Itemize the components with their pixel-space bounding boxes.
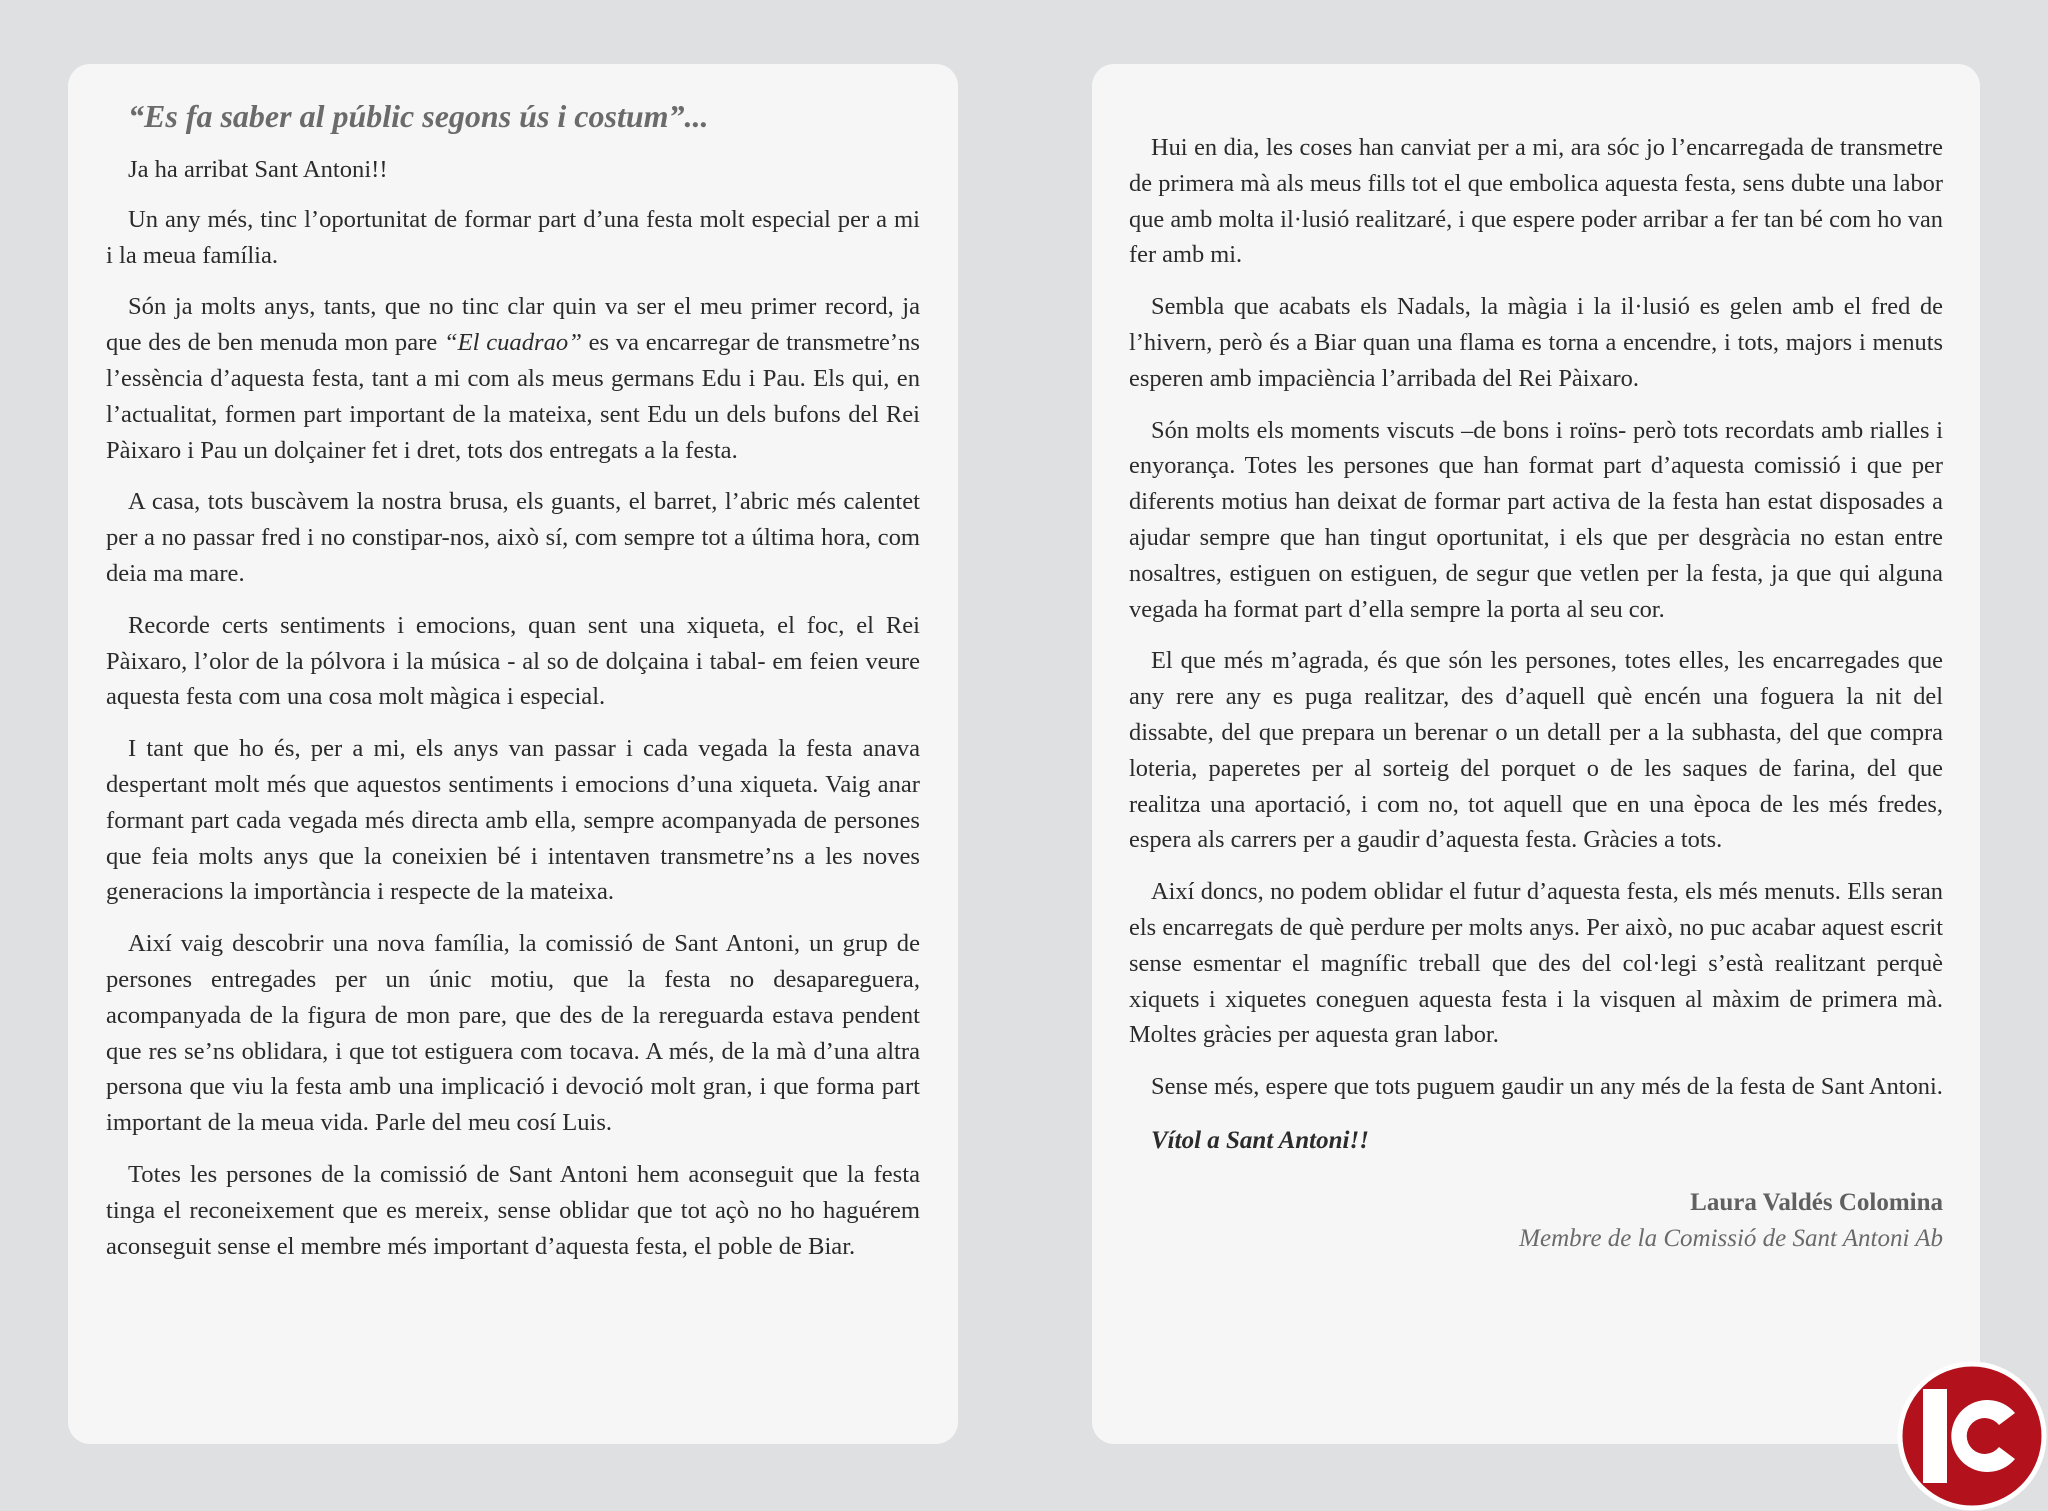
signature-name: Laura Valdés Colomina <box>1690 1188 1943 1216</box>
left-paragraph-2-part-a: Són ja molts anys, tants, que no tinc clar quin va ser el meu primer record, ja que des de ben menuda mon pare <box>106 293 920 357</box>
article-heading: “Es fa saber al públic segons ús i costum”... <box>128 98 709 134</box>
left-page <box>68 64 958 1444</box>
left-paragraph-1: Un any més, tinc l’oportunitat de formar part d’una festa molt especial per a mi i la meua família. <box>106 205 920 269</box>
right-paragraph-1: Hui en dia, les coses han canviat per a mi, ara sóc jo l’encarregada de transmetre de primera mà als meus fills tot el que embolica aquesta festa, sens dubte una labor que amb molta il·lusió realitzaré, i que espere poder arribar a fer tan bé com ho van fer amb mi. <box>1129 134 1943 269</box>
left-paragraph-4: Recorde certs sentiments i emocions, quan sent una xiqueta, el foc, el Rei Pàixaro, l’olor de la pólvora i la música - al so de dolçaina i tabal- em feien veure aquesta festa com una cosa molt màgica i especial. <box>106 611 920 711</box>
signature-block <box>1129 1185 1943 1257</box>
signature-role: Membre de la Comissió de Sant Antoni Ab <box>1519 1224 1943 1252</box>
right-paragraph-3: Són molts els moments viscuts –de bons i roïns- però tots recordats amb rialles i enyorança. Totes les persones que han format part d’aquesta comissió i que per diferents motius han deixat de formar part activa de la festa han estat disposades a ajudar sempre que han tingut oportunitat, i els que per desgràcia no estan entre nosaltres, estiguen on estiguen, de segur que vetlen per la festa, ja que qui alguna vegada ha format part d’ella sempre la porta al seu cor. <box>1129 416 1943 623</box>
left-paragraph-5: I tant que ho és, per a mi, els anys van passar i cada vegada la festa anava despertant molt més que aquestos sentiments i emocions d’una xiqueta. Vaig anar formant part cada vegada més directa amb ella, sempre acompanyada de persones que feia molts anys que la coneixien bé i intentaven transmetre’ns a les noves generacions la importància i respecte de la mateixa. <box>106 735 920 906</box>
right-paragraph-4: El que més m’agrada, és que són les persones, totes elles, les encarregades que any rere any es puga realitzar, des d’aquell què encén una foguera la nit del dissabte, del que prepara un berenar o un detall per a la subhasta, del que compra loteria, paperetes per al sorteig del porquet o de les saques de farina, del que realitza una aportació, i com no, tot aquell que en una època de les més fredes, espera als carrers per a gaudir d’aquesta festa. Gràcies a tots. <box>1129 647 1943 854</box>
greeting-paragraph: Ja ha arribat Sant Antoni!! <box>128 156 388 183</box>
left-paragraph-2 <box>106 289 920 468</box>
nickname-quote: “El cuadrao” <box>443 329 582 357</box>
logo-badge-icon <box>1897 1361 2047 1511</box>
left-paragraph-3: A casa, tots buscàvem la nostra brusa, els guants, el barret, l’abric més calentet per a no passar fred i no constipar-nos, això sí, com sempre tot a última hora, com deia ma mare. <box>106 488 920 587</box>
left-paragraph-2-part-b: es va encarregar de transmetre’ns l’essència d’aquesta festa, tant a mi com als meus germans Edu i Pau. Els qui, en l’actualitat, formen part important de la mateixa, sent Edu un dels bufons del Rei Pàixaro i Pau un dolçainer fet i dret, tots dos entregats a la festa. <box>106 329 920 464</box>
right-page <box>1092 64 1980 1444</box>
right-paragraph-5: Així doncs, no podem oblidar el futur d’aquesta festa, els més menuts. Ells seran els encarregats de què perdure per molts anys. Per això, no puc acabar aquest escrit sense esmentar el magnífic treball que des del col·legi s’està realitzant perquè xiquets i xiquetes coneguen aquesta festa i la visquen al màxim de primera mà. Moltes gràcies per aquesta gran labor. <box>1129 878 1943 1049</box>
right-paragraph-6: Sense més, espere que tots puguem gaudir un any més de la festa de Sant Antoni. <box>1151 1073 1943 1101</box>
left-paragraph-7: Totes les persones de la comissió de Sant Antoni hem aconseguit que la festa tinga el reconeixement que es mereix, sense oblidar que tot açò no ho haguérem aconseguit sense el membre més important d’aquesta festa, el poble de Biar. <box>106 1160 920 1260</box>
closing-exclamation: Vítol a Sant Antoni!! <box>1151 1126 1369 1154</box>
left-paragraph-6: Així vaig descobrir una nova família, la comissió de Sant Antoni, un grup de persones entregades per un únic motiu, que la festa no desapareguera, acompanyada de la figura de mon pare, que des de la rereguarda estava pendent que res se’ns oblidara, i que tot estiguera com tocava. A més, de la mà d’una altra persona que viu la festa amb una implicació i devoció molt gran, i que forma part important de la meua vida. Parle del meu cosí Luis. <box>106 930 920 1137</box>
right-paragraph-2: Sembla que acabats els Nadals, la màgia i la il·lusió es gelen amb el fred de l’hivern, però és a Biar quan una flama es torna a encendre, i tots, majors i menuts esperen amb impaciència l’arribada del Rei Pàixaro. <box>1129 293 1943 392</box>
